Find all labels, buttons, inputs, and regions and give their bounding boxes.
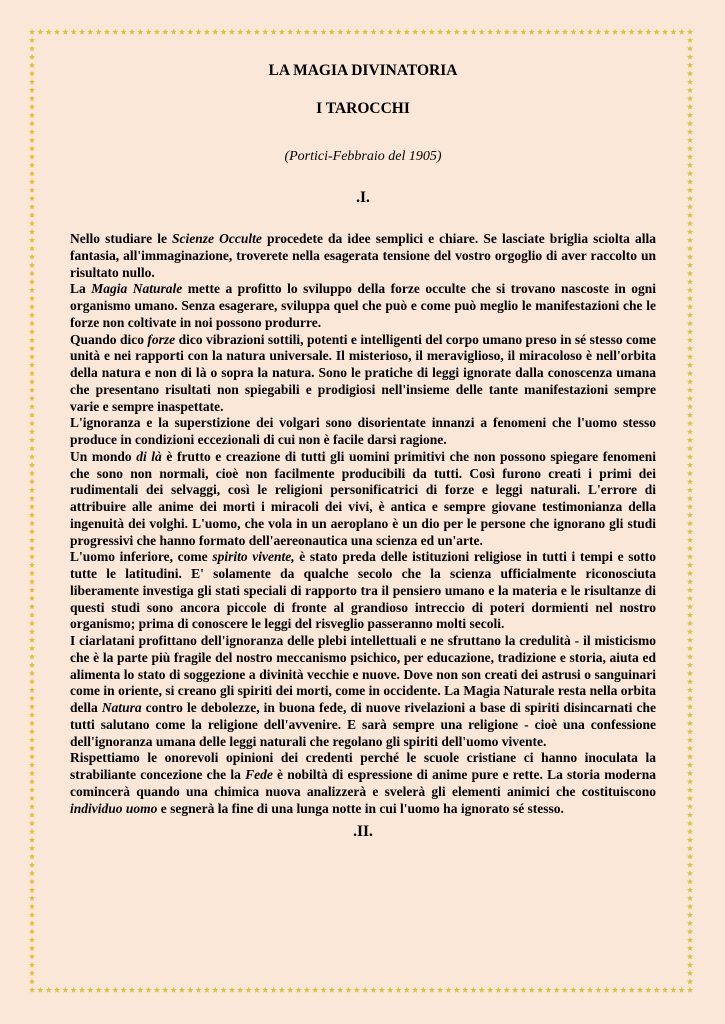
paragraph — [70, 449, 656, 550]
paragraph-text: Nello studiare le — [70, 231, 173, 246]
paragraphs — [70, 231, 656, 817]
document-title: LA MAGIA DIVINATORIA — [268, 62, 458, 79]
paragraph-text: procedete da idee semplici e chiare. Se lasciate briglia sciolta alla fantasia, all'immaginazione, troverete nella esagerata tensione del vostro orgoglio di aver raccolto un risultato nullo. — [70, 231, 657, 280]
section-heading-2: .II. — [353, 823, 373, 841]
italic-term: spirito vivente, — [212, 549, 295, 565]
italic-term: di là — [136, 448, 162, 464]
section-heading-1: .I. — [356, 189, 370, 206]
italic-term: forze — [147, 331, 176, 347]
italic-term: Scienze Occulte — [172, 231, 262, 246]
paragraph-text: La — [70, 281, 92, 297]
italic-term: Fede — [245, 767, 273, 782]
paragraph — [70, 281, 656, 331]
paragraph-text: e segnerà la fine di una lunga notte in cui l'uomo ha ignorato sé stesso. — [157, 800, 564, 816]
paragraph-text: è nobiltà di espressione di anime pure e rette. La storia moderna comincerà quando una chimica nuova analizzerà e svelerà gli elementi animici che costituiscono — [70, 767, 657, 799]
paragraph — [70, 415, 656, 449]
italic-term: Magia Naturale — [91, 281, 183, 297]
paragraph-text: è stato preda delle istituzioni religiose in tutti i tempi e sotto tutte le latitudini. E' solamente da qualche secolo che la scienza ufficialmente riconosciuta liberamente investiga gli stati speciali di rapporto tra il pensiero umano e la materia e le risultanze di questi studi sono ancora piccole di fronte al grandioso intreccio di poteri dormienti nel nostro organismo; prima di conoscere le leggi del risveglio passeranno molti secoli. — [70, 549, 656, 632]
paragraph — [70, 750, 656, 817]
document-body — [70, 60, 656, 843]
paragraph — [70, 633, 656, 750]
paragraph-text: Quando dico — [70, 331, 148, 347]
document-date: (Portici-Febbraio del 1905) — [284, 149, 442, 164]
paragraph-text: è frutto e creazione di tutti gli uomini primitivi che non possono spiegare fenomeni che sono non normali, cioè non facilmente producibili da tutti. Così furono creati i primi dei rudimentali dei selvaggi, così le religioni personificatrici di forze e leggi naturali. L'errore di attribuire alle anime dei morti i miracoli dei vivi, è antica e sempre giovane testimonianza della ingenuità dei volghi. L'uomo, che vola in un aeroplano è un dio per le persone che ignorano gli studi progressivi che hanno formato dell'aereonautica una scienza ed un'arte. — [70, 448, 656, 548]
paragraph — [70, 332, 656, 416]
paragraph-text: Rispettiamo le onorevoli opinioni dei credenti perché le scuole cristiane ci hanno inoculata la strabiliante concezione che la — [70, 750, 656, 782]
paragraph-text: L'ignoranza e la superstizione dei volgari sono disorientate innanzi a fenomeni che l'uomo stesso produce in condizioni eccezionali di cui non è facile darsi ragione. — [70, 415, 656, 447]
paragraph-text: Un mondo — [70, 448, 137, 464]
italic-term: Natura — [101, 700, 142, 715]
paragraph-text: contro le debolezze, in buona fede, di nuove rivelazioni a base di spiriti disincarnati che tutti salutano come la religione dell'avvenire. E sarà sempre una religione - cioè una confessione dell'ignoranza umana delle leggi naturali che regolano gli spiriti dell'uomo vivente. — [70, 700, 656, 749]
document-subtitle: I TAROCCHI — [316, 100, 410, 117]
paragraph — [70, 549, 656, 633]
paragraph-text: L'uomo inferiore, come — [70, 549, 213, 565]
paragraph-text: mette a profitto lo sviluppo della forze occulte che si trovano nascoste in ogni organismo umano. Senza esagerare, sviluppa quel che può e come può meglio le manifestazioni che le forze non coltivate in noi possono produrre. — [70, 281, 656, 330]
italic-term: individuo uomo — [70, 800, 158, 816]
paragraph — [70, 231, 656, 281]
paragraph-text: I ciarlatani profittano dell'ignoranza delle plebi intellettuali e ne sfruttano la credulità - il misticismo che è la parte più fragile del nostro meccanismo psichico, per educazione, tradizione e storia, aiuta ed alimenta lo stato di soggezione a divinità vecchie e nuove. Dove non son creati dei astrusi o sanguinari come in oriente, si creano gli spiriti dei morti, come in occidente. La Magia Naturale resta nella orbita della — [70, 633, 656, 715]
paragraph-text: dico vibrazioni sottili, potenti e intelligenti del corpo umano preso in sé stesso come unità e nei rapporti con la natura universale. Il misterioso, il meraviglioso, il miracoloso è nell'orbita della natura e non di là o sopra la natura. Sono le pratiche di leggi ignorate dalla conoscenza umana che presentano risultati non spiegabili e prodigiosi nell'insieme delle tante manifestazioni sempre varie e sempre inaspettate. — [70, 331, 656, 414]
